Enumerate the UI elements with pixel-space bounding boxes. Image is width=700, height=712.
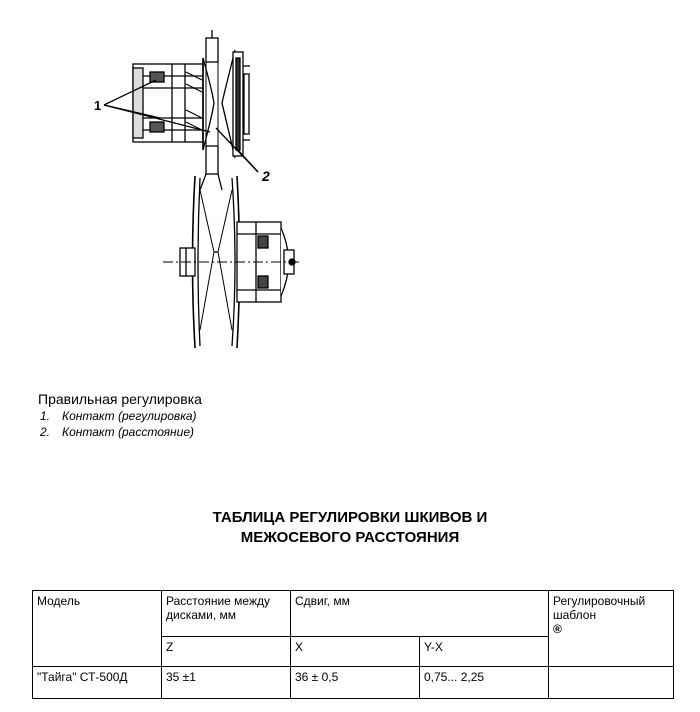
subheader-y-x: Y-X [420, 637, 549, 667]
table-heading-line-1: ТАБЛИЦА РЕГУЛИРОВКИ ШКИВОВ И [212, 509, 488, 526]
header-model: Модель [33, 591, 162, 667]
figure-caption [38, 391, 202, 440]
caption-title: Правильная регулировка [38, 391, 202, 407]
header-template-label: Регулировочный шаблон [553, 594, 646, 622]
cell-template [549, 667, 674, 699]
caption-item [38, 424, 202, 440]
caption-item [38, 408, 202, 424]
table-heading-line-2: МЕЖОСЕВОГО РАССТОЯНИЯ [240, 529, 460, 546]
cell-y-x: 0,75... 2,25 [420, 667, 549, 699]
subheader-x: X [291, 637, 420, 667]
callout-1: 1 [94, 98, 102, 113]
caption-item-text: Контакт (расстояние) [62, 425, 194, 439]
subheader-z: Z [162, 637, 291, 667]
cell-model: "Тайга" СТ-500Д [33, 667, 162, 699]
table-row [33, 667, 674, 699]
cell-x: 36 ± 0,5 [291, 667, 420, 699]
cell-z: 35 ±1 [162, 667, 291, 699]
registered-mark: ® [553, 622, 562, 636]
caption-item-text: Контакт (регулировка) [62, 409, 197, 423]
pulley-adjustment-table [32, 590, 674, 699]
header-distance: Расстояние между дисками, мм [162, 591, 291, 637]
caption-item-number: 2. [40, 425, 51, 439]
caption-item-number: 1. [40, 409, 51, 423]
callout-2: 2 [262, 168, 270, 184]
header-shift: Сдвиг, мм [291, 591, 549, 637]
header-template [549, 591, 674, 667]
